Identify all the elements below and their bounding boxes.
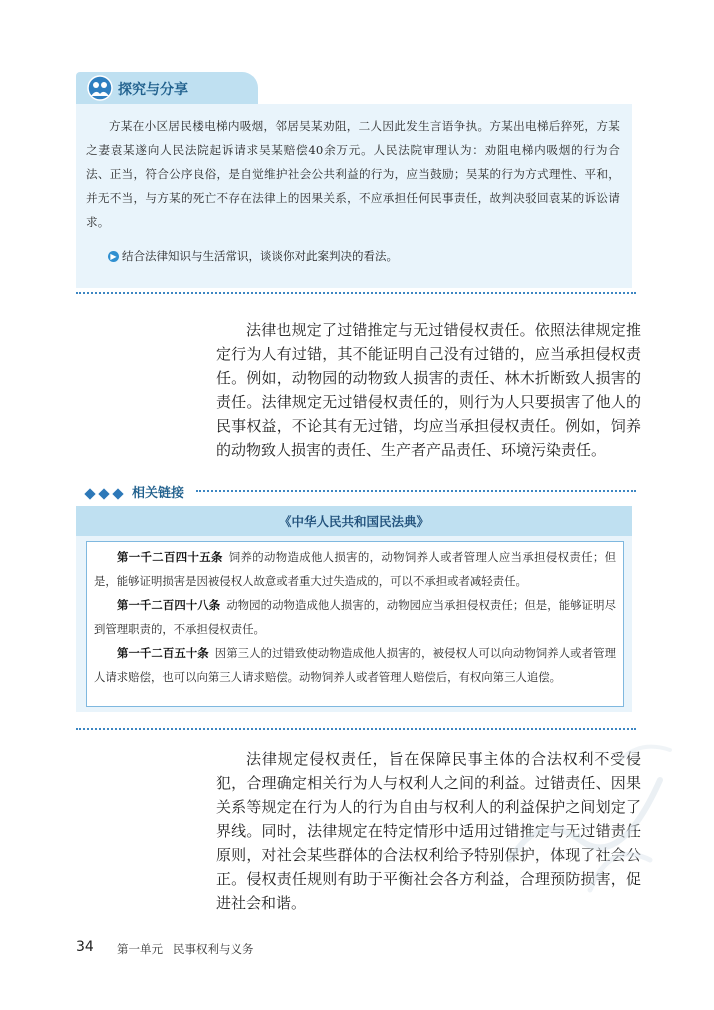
article-number: 第一千二百四十八条 xyxy=(117,598,221,612)
law-articles xyxy=(94,545,616,689)
explore-title: 探究与分享 xyxy=(118,82,188,98)
article-text: 饲养的动物造成他人损害的，动物饲养人或者管理人应当承担侵权责任；但是，能够证明损害是因被侵权人故意或者重大过失造成的，可以不承担或者减轻责任。 xyxy=(94,550,616,588)
related-link-heading xyxy=(86,482,184,501)
diamond-icon xyxy=(98,488,109,499)
dotted-divider xyxy=(76,292,636,294)
case-text: 方某在小区居民楼电梯内吸烟，邻居吴某劝阻，二人因此发生言语争执。方某出电梯后猝死，方某之妻袁某遂向人民法院起诉请求吴某赔偿40余万元。人民法院审理认为：劝阻电梯内吸烟的行为合法、正当，符合公序良俗，是自觉维护社会公共利益的行为，应当鼓励；吴某的行为方式理性、平和，并无不当，与方某的死亡不存在法律上的因果关系，不应承担任何民事责任，故判决驳回袁某的诉讼请求。 xyxy=(86,119,620,229)
globe-people-icon xyxy=(86,74,114,102)
law-article xyxy=(94,545,616,593)
unit-label: 第一单元 xyxy=(117,942,163,956)
discussion-prompt xyxy=(108,248,398,264)
brush-watermark-decoration xyxy=(470,720,690,910)
law-article xyxy=(94,593,616,641)
diamond-icon xyxy=(112,488,123,499)
unit-title: 民事权利与义务 xyxy=(173,942,254,956)
diamond-icon xyxy=(84,488,95,499)
page-number: 34 xyxy=(76,939,94,955)
article-text: 动物园的动物造成他人损害的，动物园应当承担侵权责任；但是，能够证明尽到管理职责的，不承担侵权责任。 xyxy=(94,598,616,636)
law-article xyxy=(94,641,616,689)
prompt-text: 结合法律知识与生活常识，谈谈你对此案判决的看法。 xyxy=(122,249,398,263)
arrow-right-icon: ▶ xyxy=(108,251,119,262)
article-number: 第一千二百五十条 xyxy=(117,646,209,660)
article-text: 因第三人的过错致使动物造成他人损害的，被侵权人可以向动物饲养人或者管理人请求赔偿，也可以向第三人请求赔偿。动物饲养人或者管理人赔偿后，有权向第三人追偿。 xyxy=(94,646,616,684)
page-footer xyxy=(117,941,264,957)
law-title: 《中华人民共和国民法典》 xyxy=(278,514,429,529)
article-number: 第一千二百四十五条 xyxy=(117,550,223,564)
related-link-label: 相关链接 xyxy=(132,486,185,501)
body-paragraph-1: 法律也规定了过错推定与无过错侵权责任。依照法律规定推定行为人有过错，其不能证明自己没有过错的，应当承担侵权责任。例如，动物园的动物致人损害的责任、林木折断致人损害的责任。法律规定无过错侵权责任的，则行为人只要损害了他人的民事权益，不论其有无过错，均应当承担侵权责任。例如，饲养的动物致人损害的责任、生产者产品责任、环境污染责任。 xyxy=(216,321,641,459)
heading-dotted-line xyxy=(196,490,636,492)
body-paragraph-2: 法律规定侵权责任，旨在保障民事主体的合法权利不受侵犯，合理确定相关行为人与权利人之间的利益。过错责任、因果关系等规定在行为人的行为自由与权利人的利益保护之间划定了界线。同时，法律规定在特定情形中适用过错推定与无过错责任原则，对社会某些群体的合法权利给予特别保护，体现了社会公正。侵权责任规则有助于平衡社会各方利益，合理预防损害，促进社会和谐。 xyxy=(216,750,641,912)
